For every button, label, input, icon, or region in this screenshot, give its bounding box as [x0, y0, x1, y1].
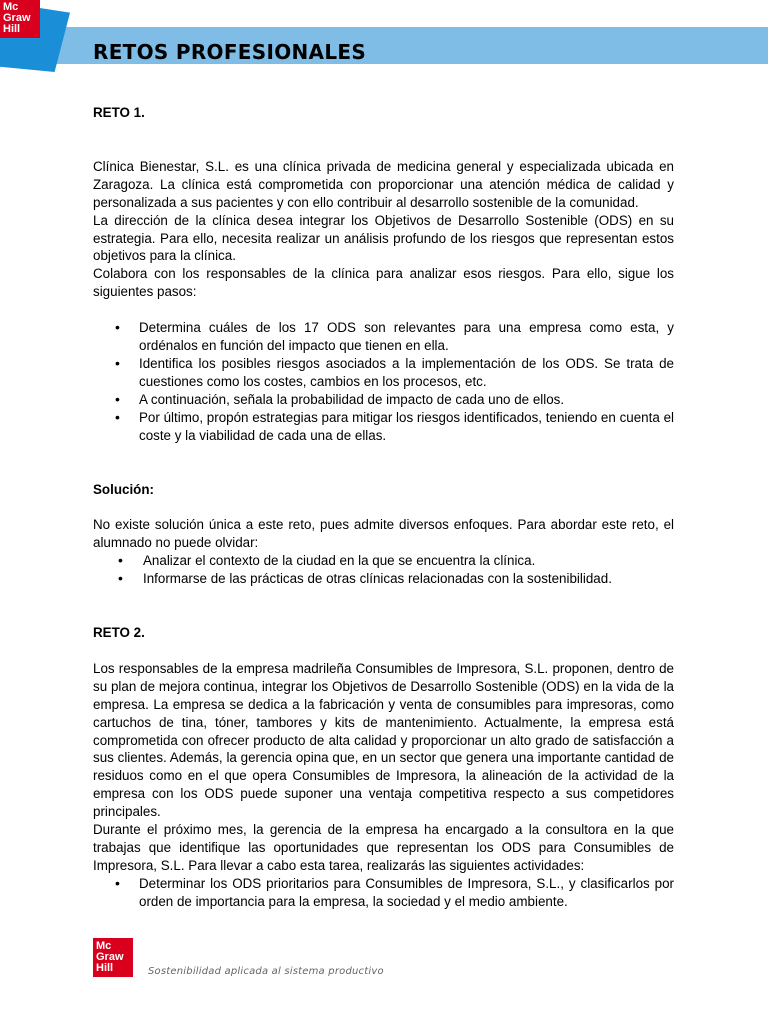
solucion-list [93, 552, 674, 588]
list-item: • Por último, propón estrategias para mitigar los riesgos identificados, teniendo en cuenta el coste y la viabilidad de cada una de ellas. [93, 409, 674, 445]
spacer [93, 301, 674, 319]
reto1-paragraph: Clínica Bienestar, S.L. es una clínica privada de medicina general y especializada ubicada en Zaragoza. La clínica está comprometida con proporcionar una atención médica de calidad y personalizada a sus pacientes y con ello contribuir al desarrollo sostenible de la comunidad. [93, 158, 674, 210]
spacer [93, 642, 674, 660]
spacer [93, 445, 674, 481]
reto2-activities-list [93, 875, 674, 911]
reto1-paragraph: La dirección de la clínica desea integrar los Objetivos de Desarrollo Sostenible (ODS) en su estrategia. Para ello, necesita realizar un análisis profundo de los riesgos que representan estos objetivos para la clínica. [93, 212, 674, 264]
spacer [93, 498, 674, 516]
mcgraw-hill-logo-top [0, 0, 40, 38]
reto1-heading: RETO 1. [93, 105, 145, 120]
page-title: RETOS PROFESIONALES [93, 40, 367, 64]
reto2-heading: RETO 2. [93, 625, 145, 641]
footer-subject-text: Sostenibilidad aplicada al sistema productivo [148, 966, 384, 977]
spacer [93, 122, 674, 158]
list-item: • Determinar los ODS prioritarios para Consumibles de Impresora, S.L., y clasificarlos por orden de importancia para la empresa, la sociedad y el medio ambiente. [93, 875, 674, 911]
document-body [93, 104, 674, 911]
logo-line: Mc [96, 940, 112, 952]
list-item: • Determina cuáles de los 17 ODS son relevantes para una empresa como esta, y ordénalos en función del impacto que tienen en ella. [93, 319, 674, 355]
logo-line: Mc [3, 1, 19, 13]
solucion-intro: No existe solución única a este reto, pues admite diversos enfoques. Para abordar este reto, el alumnado no puede olvidar: [93, 517, 674, 551]
list-item: • A continuación, señala la probabilidad de impacto de cada uno de ellos. [93, 391, 674, 409]
reto1-steps-list [93, 319, 674, 444]
spacer [93, 588, 674, 624]
solucion-heading: Solución: [93, 481, 154, 497]
reto2-paragraph: Durante el próximo mes, la gerencia de la empresa ha encargado a la consultora en la que trabajas que identifique las oportunidades que representan los ODS para Consumibles de Impresora, S.L. Para llevar a cabo esta tarea, realizarás las siguientes actividades: [93, 822, 674, 873]
reto2-paragraph: Los responsables de la empresa madrileña Consumibles de Impresora, S.L. proponen, dentro de su plan de mejora continua, integrar los Objetivos de Desarrollo Sostenible (ODS) en la vida de la empresa. La empresa se dedica a la fabricación y venta de consumibles para impresoras, como cartuchos de tina, tóner, tambores y kits de mantenimiento. Actualmente, la empresa está comprometida con ofrecer producto de alta calidad y proporcionar un alto grado de satisfacción a sus clientes. Además, la gerencia opina que, en un sector que genera una importante cantidad de residuos como en el que opera Consumibles de Impresora, la alineación de la actividad de la empresa con los ODS puede suponer una ventaja competitiva respecto a sus competidores principales. [93, 660, 674, 820]
list-item: • Informarse de las prácticas de otras clínicas relacionadas con la sostenibilidad. [93, 570, 674, 588]
logo-line: Graw [96, 951, 124, 963]
mcgraw-hill-logo-bottom [93, 938, 133, 977]
logo-line: Hill [96, 962, 114, 974]
logo-line: Hill [3, 23, 21, 35]
list-item: • Analizar el contexto de la ciudad en la que se encuentra la clínica. [93, 552, 674, 570]
reto1-paragraph: Colabora con los responsables de la clínica para analizar esos riesgos. Para ello, sigue los siguientes pasos: [93, 266, 674, 300]
list-item: • Identifica los posibles riesgos asociados a la implementación de los ODS. Se trata de cuestiones como los costes, cambios en los procesos, etc. [93, 355, 674, 391]
logo-line: Graw [3, 12, 31, 24]
